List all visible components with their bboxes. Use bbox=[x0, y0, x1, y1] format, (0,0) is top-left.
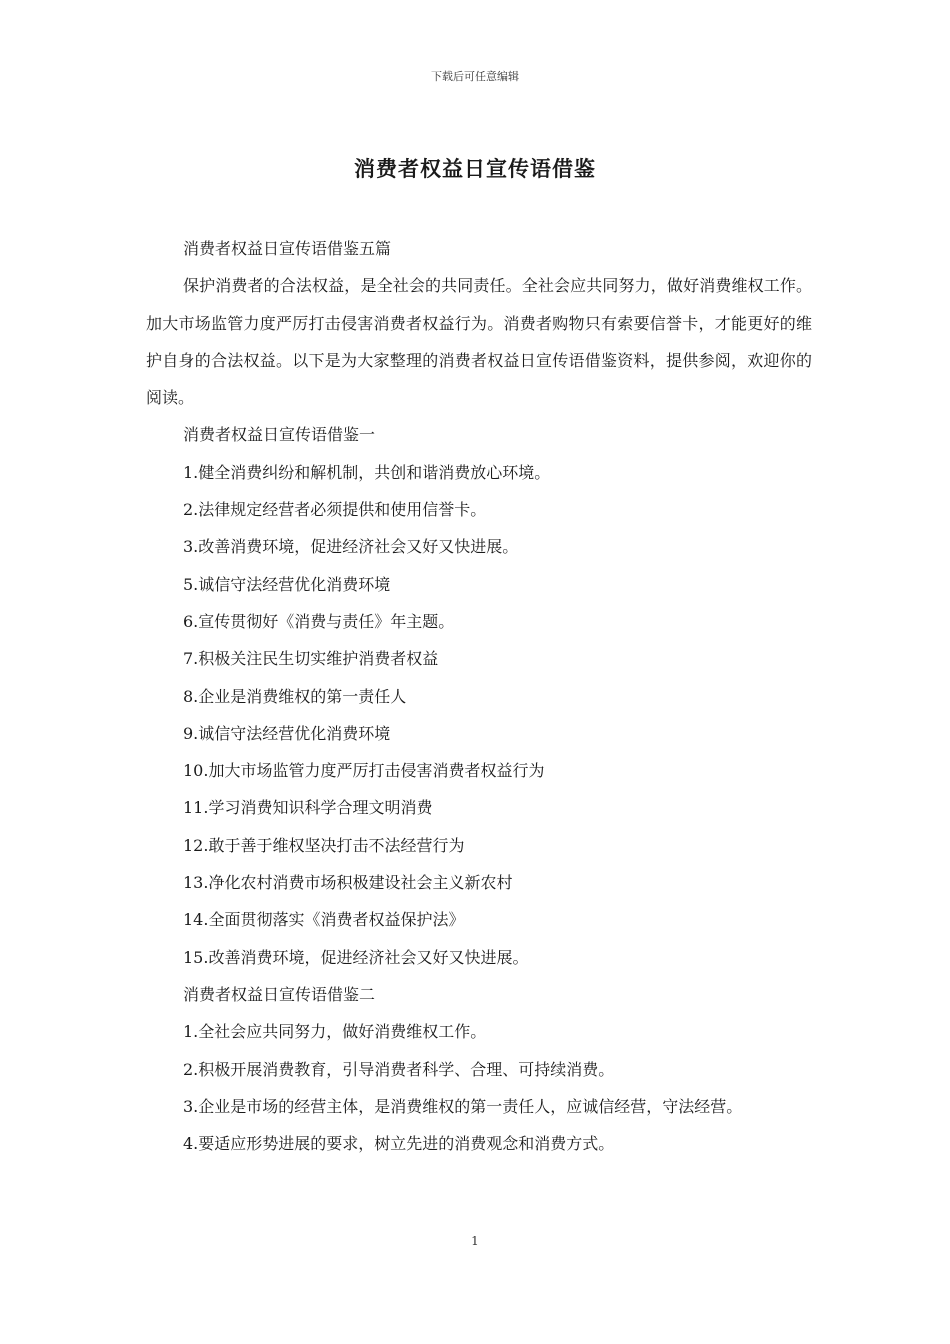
list-item: 7.积极关注民生切实维护消费者权益 bbox=[183, 649, 439, 669]
section-heading: 消费者权益日宣传语借鉴二 bbox=[183, 984, 376, 1004]
header-note: 下载后可任意编辑 bbox=[431, 70, 519, 83]
list-item: 15.改善消费环境，促进经济社会又好又快进展。 bbox=[183, 947, 529, 967]
list-item: 8.企业是消费维权的第一责任人 bbox=[183, 686, 407, 706]
document-title: 消费者权益日宣传语借鉴 bbox=[354, 156, 596, 181]
list-item: 3.改善消费环境，促进经济社会又好又快进展。 bbox=[183, 537, 519, 557]
list-item: 1.健全消费纠纷和解机制，共创和谐消费放心环境。 bbox=[183, 462, 551, 482]
paragraph: 保护消费者的合法权益，是全社会的共同责任。全社会应共同努力，做好消费维权工作。加大市场监管力度严厉打击侵害消费者权益行为。消费者购物只有索要信誉卡，才能更好的维护自身的合法权益。以下是为大家整理的消费者权益日宣传语借鉴资料，提供参阅，欢迎你的阅读。 bbox=[146, 276, 812, 408]
list-item: 9.诚信守法经营优化消费环境 bbox=[183, 723, 391, 743]
list-item: 5.诚信守法经营优化消费环境 bbox=[183, 574, 391, 594]
list-item: 10.加大市场监管力度严厉打击侵害消费者权益行为 bbox=[183, 761, 545, 781]
list-item: 2.积极开展消费教育，引导消费者科学、合理、可持续消费。 bbox=[183, 1059, 615, 1079]
list-item: 4.要适应形势进展的要求，树立先进的消费观念和消费方式。 bbox=[183, 1134, 615, 1154]
list-item: 1.全社会应共同努力，做好消费维权工作。 bbox=[183, 1022, 487, 1042]
list-item: 2.法律规定经营者必须提供和使用信誉卡。 bbox=[183, 500, 487, 520]
page-number: 1 bbox=[471, 1234, 479, 1248]
list-item: 3.企业是市场的经营主体，是消费维权的第一责任人，应诚信经营，守法经营。 bbox=[183, 1096, 743, 1116]
paragraph: 消费者权益日宣传语借鉴五篇 bbox=[183, 239, 392, 258]
list-item: 13.净化农村消费市场积极建设社会主义新农村 bbox=[183, 873, 513, 893]
list-item: 6.宣传贯彻好《消费与责任》年主题。 bbox=[183, 611, 455, 631]
list-item: 14.全面贯彻落实《消费者权益保护法》 bbox=[183, 910, 465, 930]
list-item: 12.敢于善于维权坚决打击不法经营行为 bbox=[183, 835, 465, 855]
list-item: 11.学习消费知识科学合理文明消费 bbox=[183, 798, 433, 818]
document-body bbox=[146, 230, 812, 1162]
section-heading: 消费者权益日宣传语借鉴一 bbox=[183, 425, 376, 445]
